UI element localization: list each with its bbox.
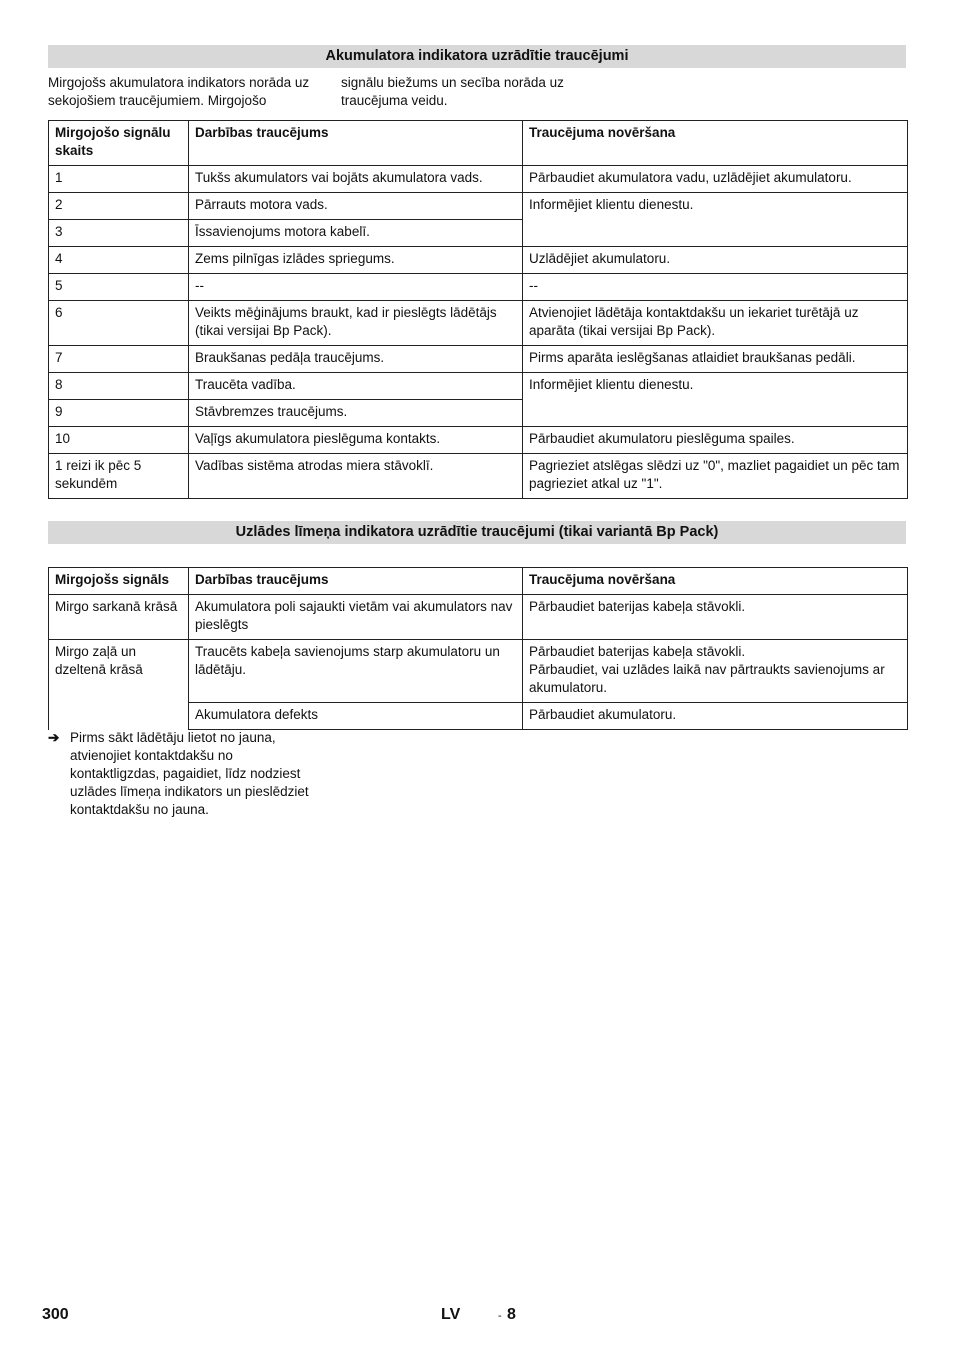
- column-header-remedy: Traucējuma novēršana: [523, 568, 908, 595]
- column-header-fault: Darbības traucējums: [189, 568, 523, 595]
- remedy-line: Pārbaudiet baterijas kabeļa stāvokli.: [529, 644, 746, 659]
- cell-count: 9: [49, 400, 189, 427]
- cell-fault: Stāvbremzes traucējums.: [189, 400, 523, 427]
- table-row: [49, 454, 908, 499]
- cell-fault: Akumulatora poli sajaukti vietām vai akumulators nav pieslēgts: [189, 595, 523, 640]
- table-header-row: [49, 568, 908, 595]
- note-text: Pirms sākt lādētāju lietot no jauna, atvienojiet kontaktdakšu no kontaktligzdas, pagaidiet, līdz nodziest uzlādes līmeņa indikators un pieslēdziet kontaktdakšu no jauna.: [70, 730, 309, 817]
- cell-remedy: Pirms aparāta ieslēgšanas atlaidiet braukšanas pedāli.: [523, 346, 908, 373]
- cell-fault: --: [189, 274, 523, 301]
- cell-remedy: Pārbaudiet akumulatora vadu, uzlādējiet akumulatoru.: [523, 166, 908, 193]
- footer-dash: -: [498, 1310, 502, 1322]
- sub-page-number: 8: [507, 1306, 516, 1323]
- cell-count: 6: [49, 301, 189, 346]
- table-row: [49, 373, 908, 400]
- cell-remedy: Uzlādējiet akumulatoru.: [523, 247, 908, 274]
- cell-fault: Veikts mēģinājums braukt, kad ir pieslēgts lādētājs (tikai versijai Bp Pack).: [189, 301, 523, 346]
- language-code: LV: [441, 1306, 461, 1323]
- intro-text-left: Mirgojošs akumulatora indikators norāda uz sekojošiem traucējumiem. Mirgojošo: [48, 75, 310, 108]
- cell-remedy: --: [523, 274, 908, 301]
- cell-fault: Vaļīgs akumulatora pieslēguma kontakts.: [189, 427, 523, 454]
- arrow-right-icon: ➔: [48, 730, 60, 745]
- cell-remedy: Informējiet klientu dienestu.: [523, 373, 908, 427]
- cell-remedy: [523, 640, 908, 703]
- cell-signal: Mirgo zaļā un dzeltenā krāsā: [49, 640, 189, 730]
- table-row: [49, 193, 908, 220]
- column-header-remedy: Traucējuma novēršana: [523, 121, 908, 166]
- cell-fault: Akumulatora defekts: [189, 703, 523, 730]
- cell-count: 10: [49, 427, 189, 454]
- cell-remedy: Pagrieziet atslēgas slēdzi uz "0", mazliet pagaidiet un pēc tam pagrieziet atkal uz "1".: [523, 454, 908, 499]
- column-header-fault: Darbības traucējums: [189, 121, 523, 166]
- table-row: [49, 166, 908, 193]
- cell-count: 2: [49, 193, 189, 220]
- cell-count: 1: [49, 166, 189, 193]
- table-row: [49, 346, 908, 373]
- cell-count: 3: [49, 220, 189, 247]
- column-header-count: Mirgojošo signālu skaits: [49, 121, 189, 166]
- table-row: [49, 640, 908, 703]
- cell-remedy: Atvienojiet lādētāja kontaktdakšu un iekariet turētājā uz aparāta (tikai versijai Bp Pack).: [523, 301, 908, 346]
- intro-text-right: signālu biežums un secība norāda uz traucējuma veidu.: [341, 75, 564, 108]
- table-row: [49, 247, 908, 274]
- cell-count: 5: [49, 274, 189, 301]
- cell-fault: Traucēta vadība.: [189, 373, 523, 400]
- table-row: [49, 595, 908, 640]
- cell-count: 7: [49, 346, 189, 373]
- cell-count: 1 reizi ik pēc 5 sekundēm: [49, 454, 189, 499]
- table-header-row: [49, 121, 908, 166]
- cell-remedy: Informējiet klientu dienestu.: [523, 193, 908, 247]
- cell-fault: Vadības sistēma atrodas miera stāvoklī.: [189, 454, 523, 499]
- cell-count: 4: [49, 247, 189, 274]
- charger-note: [48, 729, 318, 819]
- cell-fault: Braukšanas pedāļa traucējums.: [189, 346, 523, 373]
- cell-fault: Pārrauts motora vads.: [189, 193, 523, 220]
- cell-fault: Īssavienojums motora kabelī.: [189, 220, 523, 247]
- table-row: [49, 301, 908, 346]
- cell-fault: Traucēts kabeļa savienojums starp akumulatoru un lādētāju.: [189, 640, 523, 703]
- table-row: [49, 427, 908, 454]
- cell-remedy: Pārbaudiet akumulatoru.: [523, 703, 908, 730]
- table-row: [49, 274, 908, 301]
- charge-fault-table: [48, 567, 908, 730]
- battery-fault-table: [48, 120, 908, 499]
- cell-signal: Mirgo sarkanā krāsā: [49, 595, 189, 640]
- column-header-signal: Mirgojošs signāls: [49, 568, 189, 595]
- remedy-line: Pārbaudiet, vai uzlādes laikā nav pārtraukts savienojums ar akumulatoru.: [529, 662, 885, 695]
- page-number: 300: [42, 1306, 69, 1323]
- cell-remedy: Pārbaudiet akumulatoru pieslēguma spailes.: [523, 427, 908, 454]
- cell-count: 8: [49, 373, 189, 400]
- section-title-charge-indicator: Uzlādes līmeņa indikatora uzrādītie traucējumi (tikai variantā Bp Pack): [48, 521, 906, 544]
- section-title-battery-indicator: Akumulatora indikatora uzrādītie traucējumi: [48, 45, 906, 68]
- cell-fault: Zems pilnīgas izlādes spriegums.: [189, 247, 523, 274]
- cell-remedy: Pārbaudiet baterijas kabeļa stāvokli.: [523, 595, 908, 640]
- cell-fault: Tukšs akumulators vai bojāts akumulatora vads.: [189, 166, 523, 193]
